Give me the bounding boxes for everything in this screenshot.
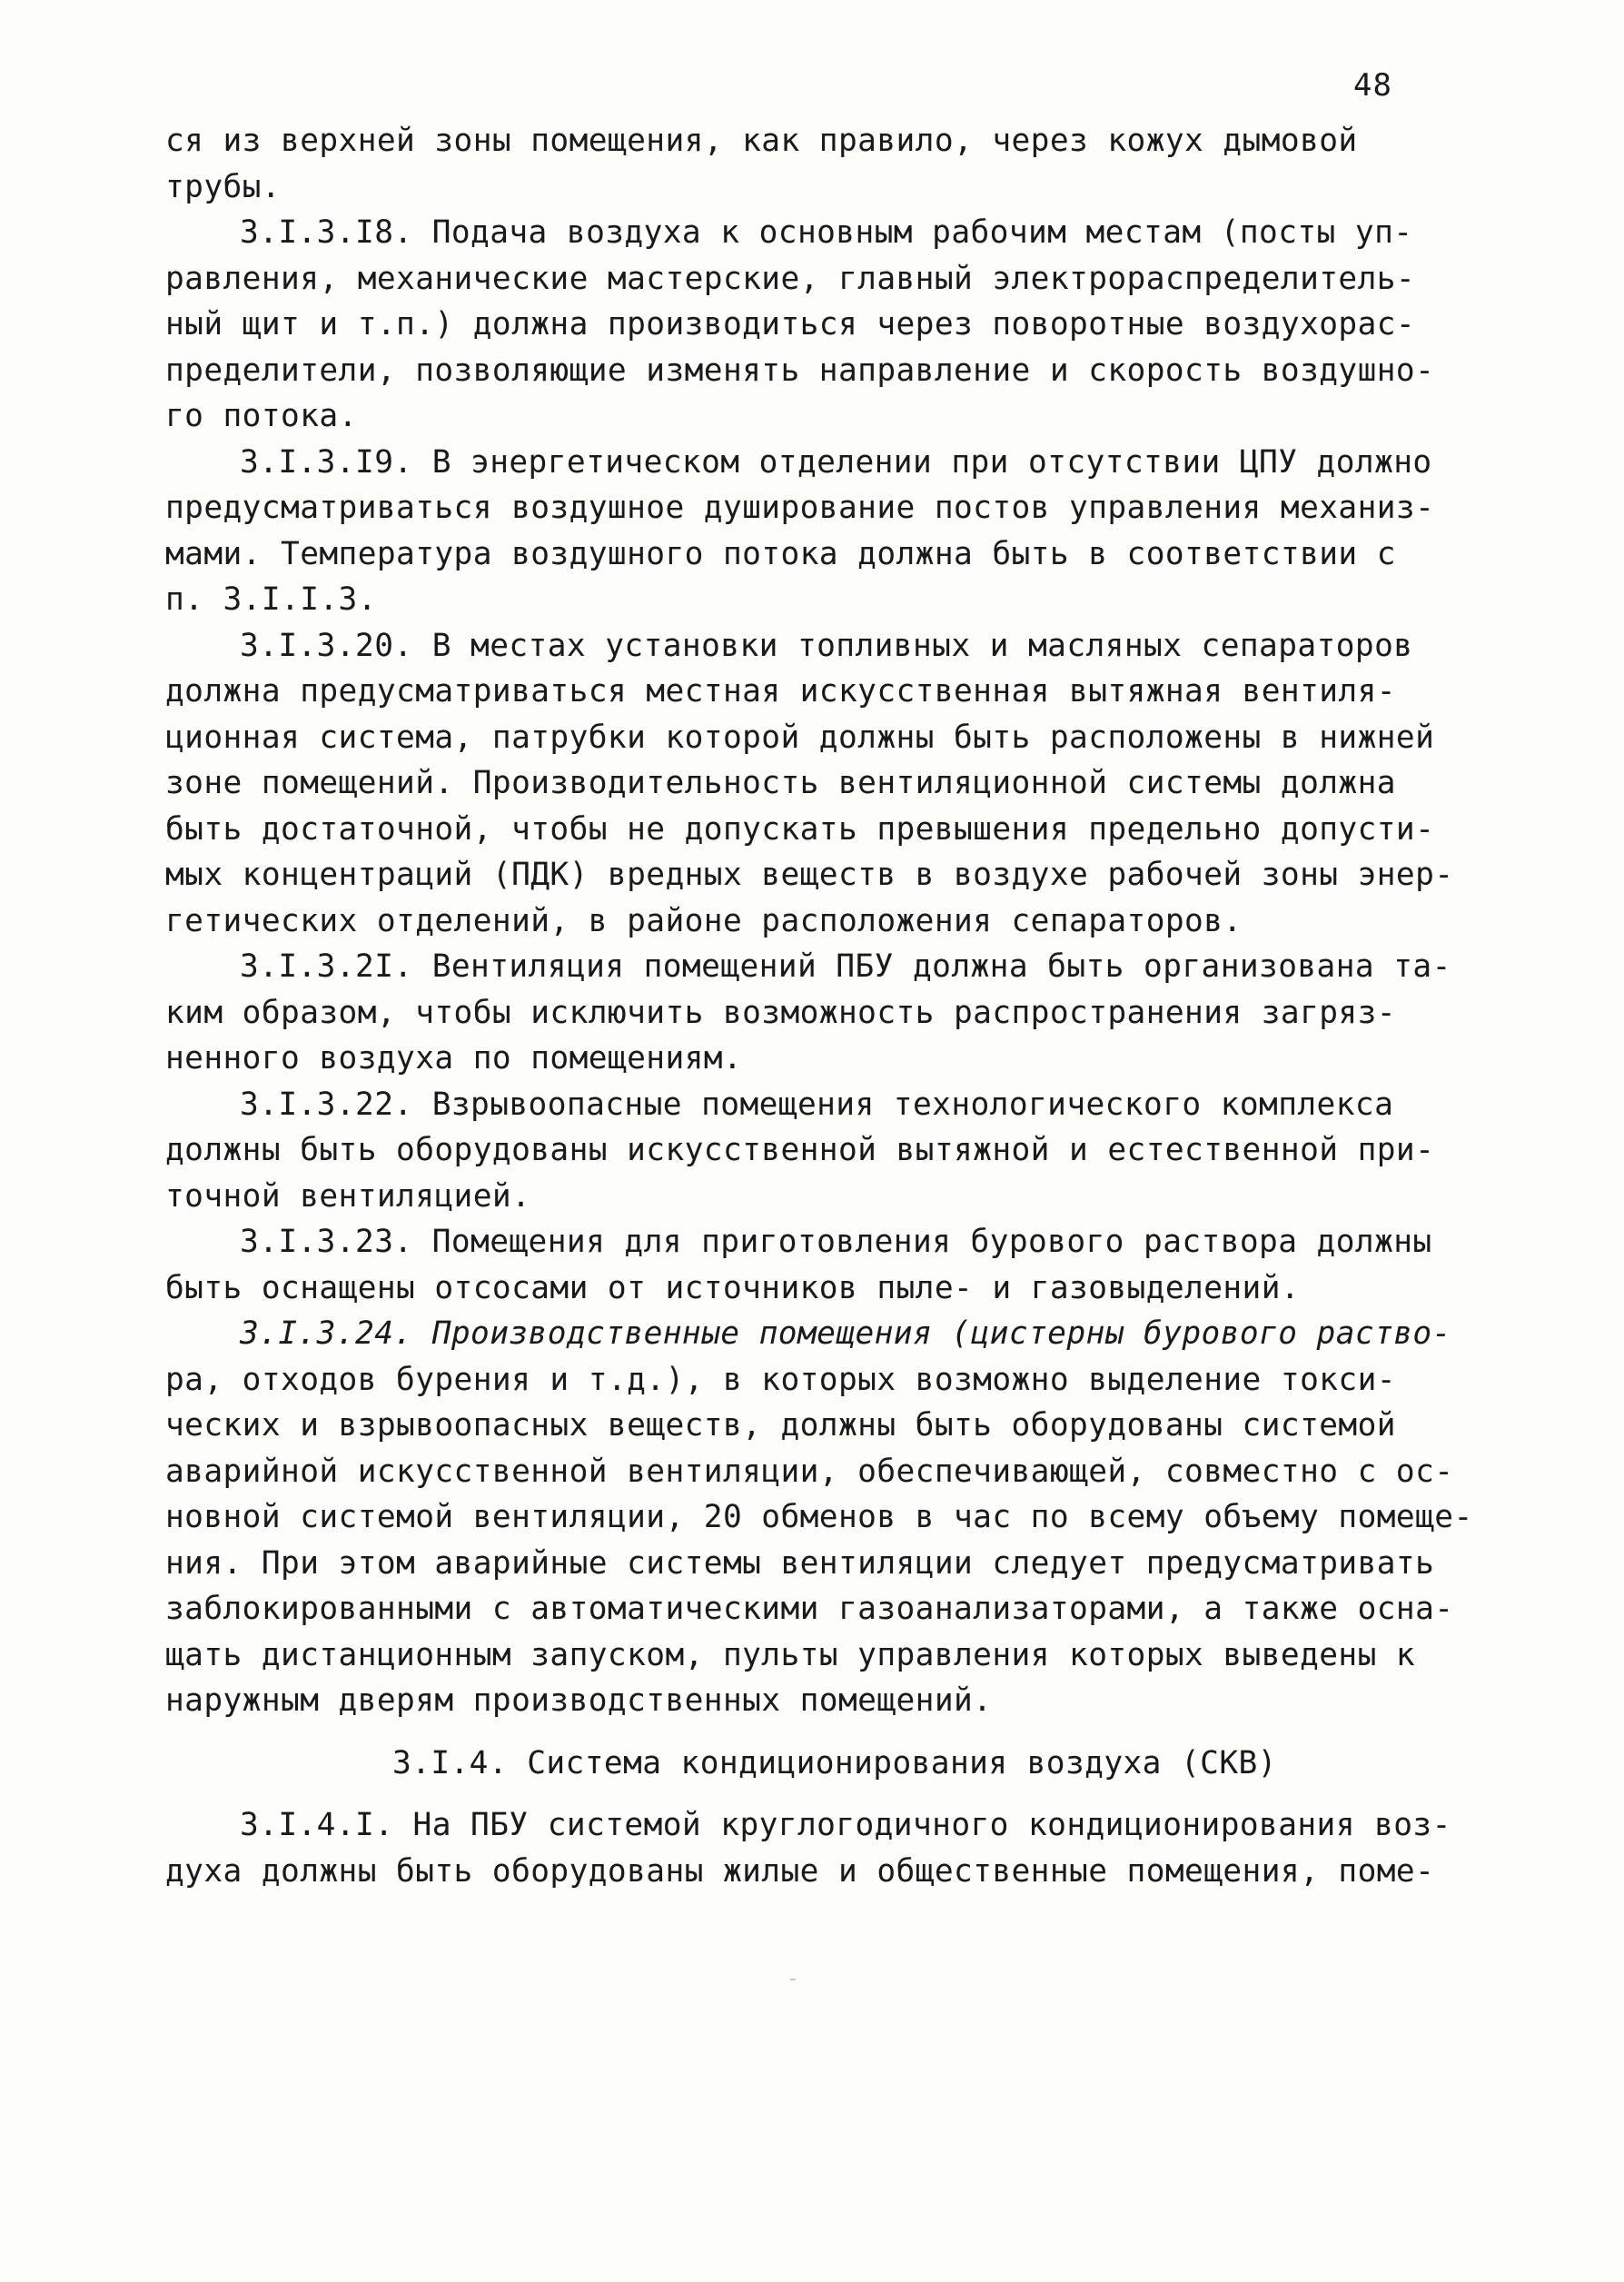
text-line: го потока. bbox=[165, 398, 358, 434]
text-line: аварийной искусственной вентиляции, обеспечивающей, совместно с ос- bbox=[165, 1453, 1454, 1490]
text-line: ким образом, чтобы исключить возможность распространения загряз- bbox=[165, 994, 1396, 1031]
paragraph-3-1-3-18-line: 3.I.3.I8. Подача воздуха к основным рабочим местам (посты уп- bbox=[240, 214, 1413, 251]
paragraph-3-1-3-23-line: 3.I.3.23. Помещения для приготовления бурового раствора должны bbox=[240, 1224, 1432, 1260]
page-number: 48 bbox=[1353, 67, 1392, 104]
text-line: мых концентраций (ПДК) вредных веществ в воздухе рабочей зоны энер- bbox=[165, 857, 1454, 893]
paragraph-3-1-4-1-line: 3.I.4.I. На ПБУ системой круглогодичного кондиционирования воз- bbox=[240, 1807, 1451, 1843]
text-line: наружным дверям производственных помещений. bbox=[165, 1682, 993, 1719]
paragraph-3-1-3-21-line: 3.I.3.2I. Вентиляция помещений ПБУ должна быть организована та- bbox=[240, 948, 1451, 985]
text-line: должна предусматриваться местная искусственная вытяжная вентиля- bbox=[165, 673, 1396, 709]
text-line: предусматриваться воздушное душирование постов управления механиз- bbox=[165, 490, 1435, 526]
text-line: заблокированными с автоматическими газоанализаторами, а также осна- bbox=[165, 1591, 1454, 1627]
text-line: п. 3.I.I.3. bbox=[165, 581, 377, 618]
text-line: зоне помещений. Производительность вентиляционной системы должна bbox=[165, 765, 1396, 801]
paragraph-3-1-3-19-line: 3.I.3.I9. В энергетическом отделении при отсутствии ЦПУ должно bbox=[240, 443, 1432, 481]
paragraph-3-1-3-20-line: 3.I.3.20. В местах установки топливных и масляных сепараторов bbox=[240, 627, 1413, 664]
text-line: пределители, позволяющие изменять направление и скорость воздушно- bbox=[165, 352, 1435, 389]
text-line: равления, механические мастерские, главный электрораспределитель- bbox=[165, 260, 1416, 297]
text-line: трубы. bbox=[165, 168, 282, 205]
text-line: мами. Температура воздушного потока должна быть в соответствии с bbox=[165, 535, 1396, 572]
text-line: точной вентиляцией. bbox=[165, 1177, 531, 1215]
text-line: ненного воздуха по помещениям. bbox=[165, 1040, 743, 1077]
section-heading-3-1-4: 3.I.4. Система кондиционирования воздуха (СКВ) bbox=[392, 1744, 1277, 1781]
text-line: новной системой вентиляции, 20 обменов в час по всему объему помеще- bbox=[165, 1499, 1473, 1535]
text-line: быть оснащены отсосами от источников пыле- и газовыделений. bbox=[165, 1269, 1301, 1306]
body-text bbox=[165, 118, 1500, 1894]
paragraph-3-1-3-24-line: 3.I.3.24. Производственные помещения (цистерны бурового раство- bbox=[240, 1315, 1451, 1352]
text-line: ный щит и т.п.) должна производиться через поворотные воздухорас- bbox=[165, 306, 1416, 342]
text-line: духа должны быть оборудованы жилые и общественные помещения, поме- bbox=[165, 1852, 1435, 1890]
text-line: щать дистанционным запуском, пульты управления которых выведены к bbox=[165, 1636, 1416, 1673]
text-line: должны быть оборудованы искусственной вытяжной и естественной при- bbox=[165, 1132, 1435, 1168]
text-line: быть достаточной, чтобы не допускать превышения предельно допусти- bbox=[165, 810, 1435, 848]
text-line: ра, отходов бурения и т.д.), в которых возможно выделение токси- bbox=[165, 1361, 1396, 1398]
text-line: ния. При этом аварийные системы вентиляции следует предусматривать bbox=[165, 1544, 1435, 1582]
scan-artifact bbox=[790, 1979, 796, 1980]
text-line: ся из верхней зоны помещения, как правило, через кожух дымовой bbox=[165, 123, 1358, 159]
text-line: ческих и взрывоопасных веществ, должны быть оборудованы системой bbox=[165, 1407, 1396, 1444]
paragraph-3-1-3-22-line: 3.I.3.22. Взрывоопасные помещения технологического комплекса bbox=[240, 1086, 1394, 1123]
text-line: гетических отделений, в районе расположения сепараторов. bbox=[165, 902, 1243, 939]
text-line: ционная система, патрубки которой должны быть расположены в нижней bbox=[165, 719, 1435, 756]
